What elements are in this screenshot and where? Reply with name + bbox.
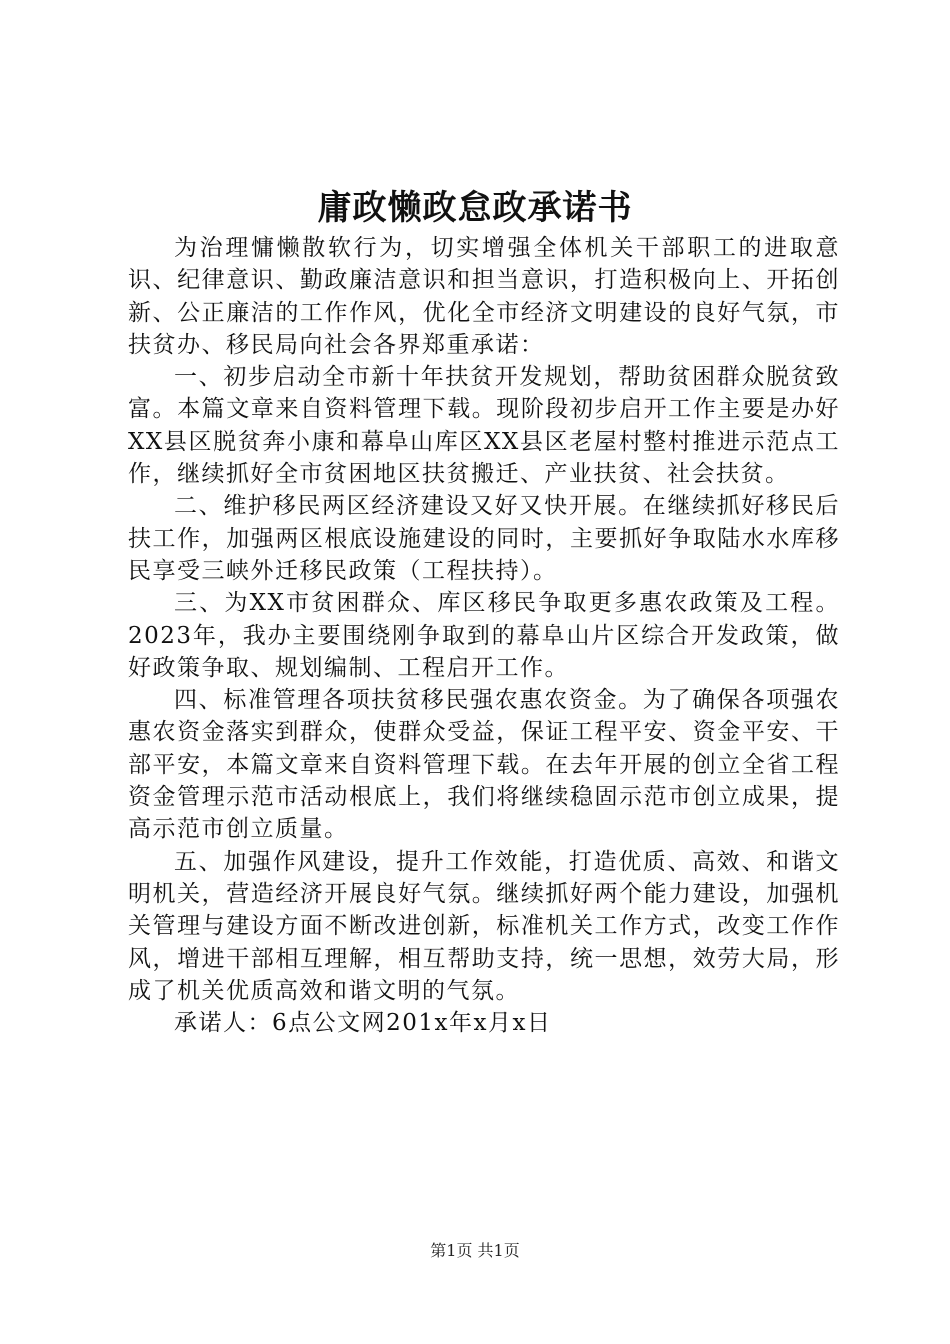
pledge-item-3: 三、为XX市贫困群众、库区移民争取更多惠农政策及工程。2023年，我办主要围绕刚争取到的幕阜山片区综合开发政策，做好政策争取、规划编制、工程启开工作。 <box>128 590 840 681</box>
intro-paragraph: 为治理慵懒散软行为，切实增强全体机关干部职工的进取意识、纪律意识、勤政廉洁意识和担当意识，打造积极向上、开拓创新、公正廉洁的工作作风，优化全市经济文明建设的良好气氛，市扶贫办、移民局向社会各界郑重承诺： <box>128 235 840 358</box>
signature-line: 承诺人：6点公文网201x年x月x日 <box>174 1010 552 1037</box>
pledge-item-1: 一、初步启动全市新十年扶贫开发规划，帮助贫困群众脱贫致富。本篇文章来自资料管理下载。现阶段初步启开工作主要是办好XX县区脱贫奔小康和幕阜山库区XX县区老屋村整村推进示范点工作，继续抓好全市贫困地区扶贫搬迁、产业扶贫、社会扶贫。 <box>128 364 840 488</box>
pledge-item-4: 四、标准管理各项扶贫移民强农惠农资金。为了确保各项强农惠农资金落实到群众，使群众受益，保证工程平安、资金平安、干部平安，本篇文章来自资料管理下载。在去年开展的创立全省工程资金管理示范市活动根底上，我们将继续稳固示范市创立成果，提高示范市创立质量。 <box>128 687 840 843</box>
pledge-item-2: 二、维护移民两区经济建设又好又快开展。在继续抓好移民后扶工作，加强两区根底设施建设的同时，主要抓好争取陆水水库移民享受三峡外迁移民政策（工程扶持）。 <box>128 493 840 584</box>
document-body <box>128 232 840 1039</box>
pledge-item-5: 五、加强作风建设，提升工作效能，打造优质、高效、和谐文明机关，营造经济开展良好气氛。继续抓好两个能力建设，加强机关管理与建设方面不断改进创新，标准机关工作方式，改变工作作风，增进干部相互理解，相互帮助支持，统一思想，效劳大局，形成了机关优质高效和谐文明的气氛。 <box>128 848 840 1004</box>
document-title: 庸政懒政怠政承诺书 <box>317 188 633 228</box>
page-number-footer: 第1页 共1页 <box>430 1241 520 1260</box>
